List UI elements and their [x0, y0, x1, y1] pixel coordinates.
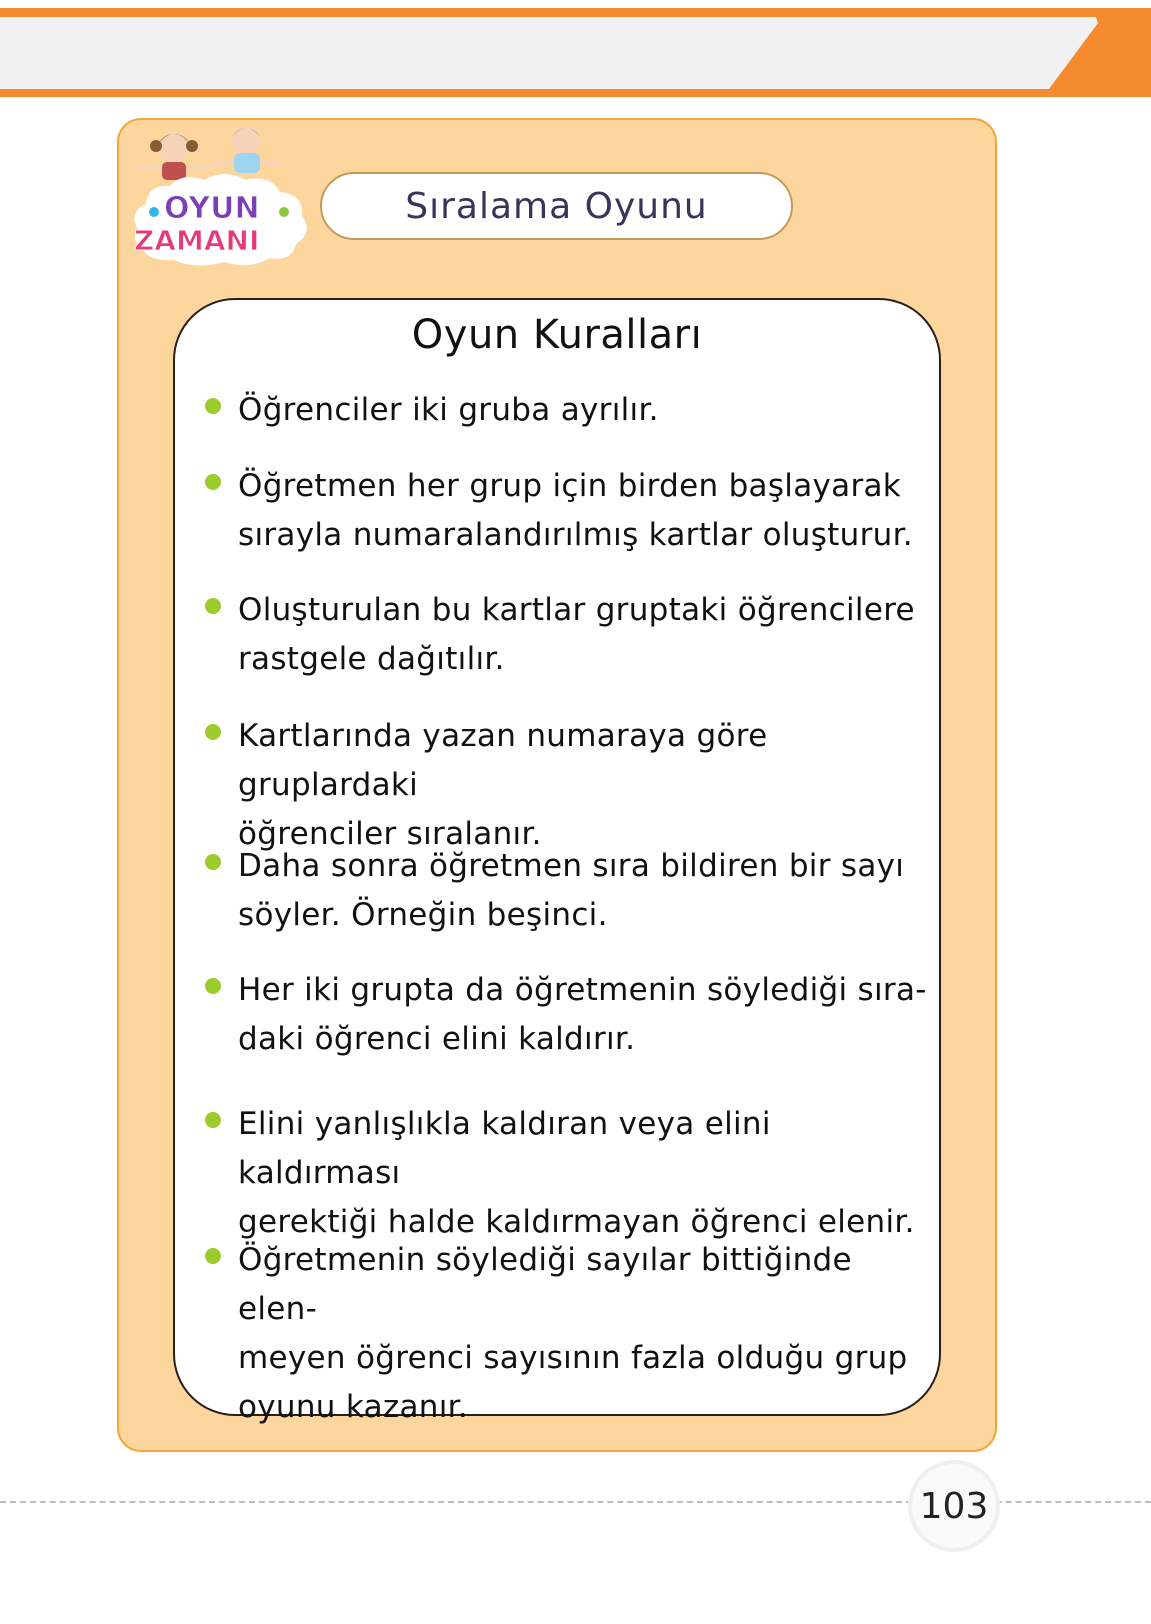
- bullet-icon: [205, 398, 221, 414]
- rules-heading: Oyun Kuralları: [411, 312, 703, 358]
- rule-line: Öğretmenin söylediği sayılar bittiğinde elen-: [238, 1242, 852, 1327]
- rule-line: meyen öğrenci sayısının fazla olduğu grup: [238, 1340, 908, 1376]
- rule-line: Kartlarında yazan numaraya göre gruplardaki: [238, 718, 768, 803]
- rule-line: Öğretmen her grup için birden başlayarak: [238, 468, 902, 504]
- bullet-icon: [205, 598, 221, 614]
- bullet-icon: [205, 978, 221, 994]
- bullet-icon: [205, 474, 221, 490]
- rule-line: gerektiği halde kaldırmayan öğrenci elenir.: [238, 1204, 915, 1240]
- page-number: 103: [919, 1485, 989, 1527]
- kids-illustration-icon: [124, 120, 314, 270]
- bullet-icon: [205, 1112, 221, 1128]
- rule-line: öğrenciler sıralanır.: [238, 816, 542, 852]
- rule-line: Öğrenciler iki gruba ayrılır.: [238, 392, 659, 428]
- bullet-icon: [205, 724, 221, 740]
- page-number-badge: [908, 1460, 1000, 1552]
- rule-line: Her iki grupta da öğretmenin söylediği sıra-: [238, 972, 927, 1008]
- svg-text:OYUN: OYUN: [164, 191, 260, 226]
- rule-line: oyunu kazanır.: [238, 1389, 468, 1425]
- bullet-icon: [205, 854, 221, 870]
- rules-box: [173, 298, 941, 1425]
- rule-line: Daha sonra öğretmen sıra bildiren bir sayı: [238, 848, 905, 884]
- rule-line: daki öğrenci elini kaldırır.: [238, 1021, 636, 1057]
- rule-line: Elini yanlışlıkla kaldıran veya elini kaldırması: [238, 1106, 771, 1191]
- rule-line: rastgele dağıtılır.: [238, 641, 505, 677]
- header-banner: [0, 17, 1100, 89]
- rule-line: söyler. Örneğin beşinci.: [238, 897, 608, 933]
- game-title: Sıralama Oyunu: [405, 185, 708, 227]
- rule-line: sırayla numaralandırılmış kartlar oluşturur.: [238, 517, 913, 553]
- svg-text:ZAMANI: ZAMANI: [134, 224, 260, 257]
- game-title-pill: [320, 172, 793, 240]
- rule-line: Oluşturulan bu kartlar gruptaki öğrencilere: [238, 592, 915, 628]
- oyun-zamani-logo: [124, 120, 314, 270]
- bullet-icon: [205, 1248, 221, 1264]
